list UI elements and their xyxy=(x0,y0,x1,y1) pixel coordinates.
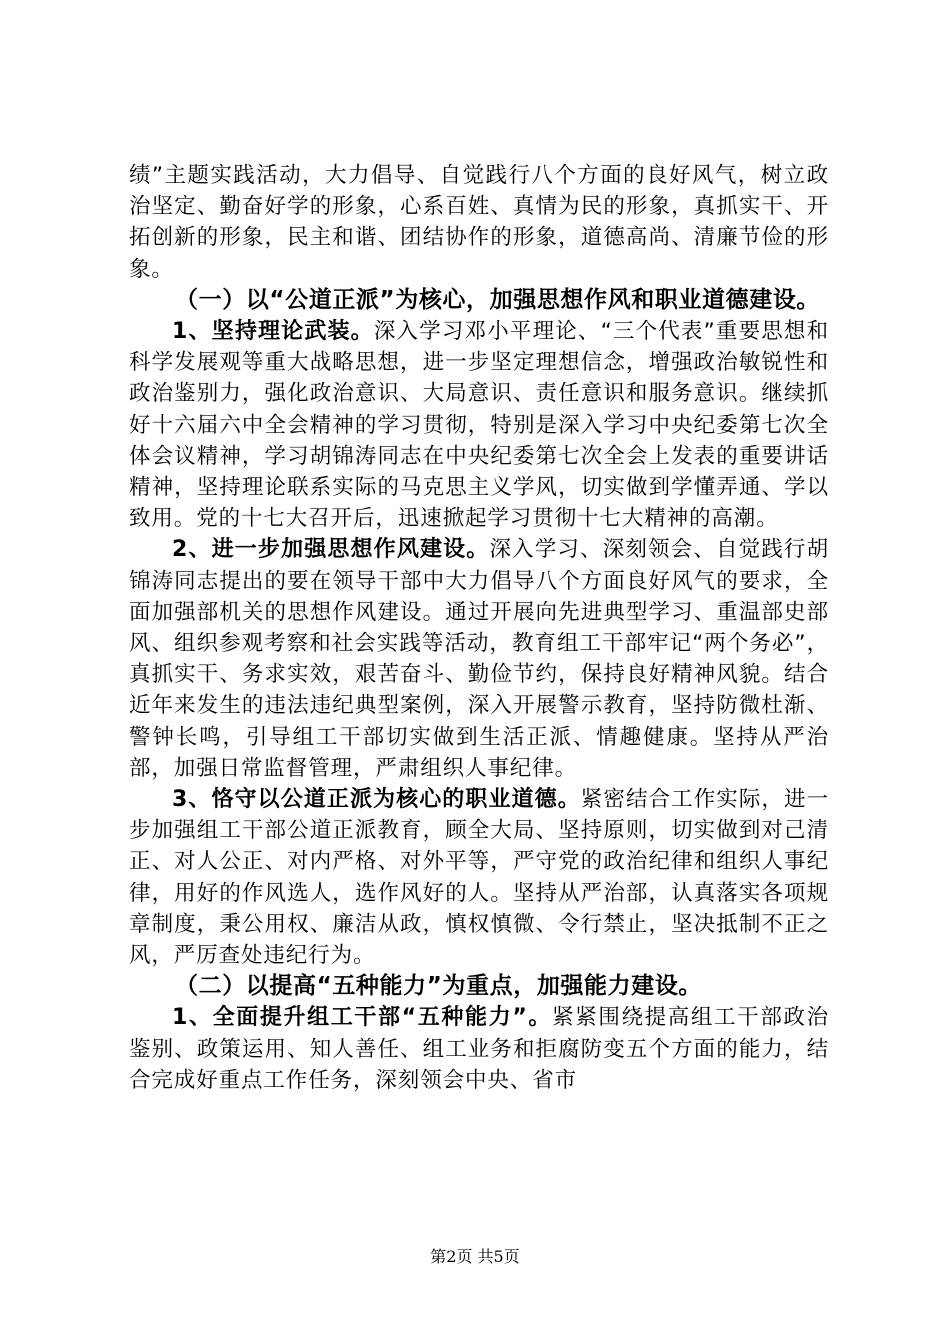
item-lead: 3、恪守以公道正派为核心的职业道德。 xyxy=(172,787,581,813)
paragraph-item-2 xyxy=(129,534,829,784)
paragraph-text: 深入学习、深刻领会、自觉践行胡锦涛同志提出的要在领导干部中大力倡导八个方面良好风气的要求，全面加强部机关的思想作风建设。通过开展向先进典型学习、重温部史部风、组织参观考察和社会实践等活动，教育组工干部牢记“两个务必”，真抓实干、务求实效，艰苦奋斗、勤俭节约，保持良好精神风貌。结合近年来发生的违法违纪典型案例，深入开展警示教育，坚持防微杜渐、警钟长鸣，引导组工干部切实做到生活正派、情趣健康。坚持从严治部，加强日常监督管理，严肃组织人事纪律。 xyxy=(129,537,829,781)
paragraph-text: 深入学习邓小平理论、“三个代表”重要思想和科学发展观等重大战略思想，进一步坚定理想信念，增强政治敏锐性和政治鉴别力，强化政治意识、大局意识、责任意识和服务意识。继续抓好十六届六中全会精神的学习贯彻，特别是深入学习中央纪委第七次全体会议精神，学习胡锦涛同志在中央纪委第七次全会上发表的重要讲话精神，坚持理论联系实际的马克思主义学风，切实做到学懂弄通、学以致用。党的十七大召开后，迅速掀起学习贯彻十七大精神的高潮。 xyxy=(129,319,829,532)
paragraph-item-4 xyxy=(129,1002,829,1096)
page-footer: 第2页 共5页 xyxy=(430,1247,520,1266)
paragraph-text: 绩”主题实践活动，大力倡导、自觉践行八个方面的良好风气，树立政治坚定、勤奋好学的形象，心系百姓、真情为民的形象，真抓实干、开拓创新的形象，民主和谐、团结协作的形象，道德高尚、清廉节俭的形象。 xyxy=(129,163,829,282)
item-lead: 2、进一步加强思想作风建设。 xyxy=(172,537,490,563)
item-lead: 1、全面提升组工干部“五种能力”。 xyxy=(172,1005,553,1031)
section-heading-1: （一）以“公道正派”为核心，加强思想作风和职业道德建设。 xyxy=(175,286,821,313)
paragraph-text: 紧紧围绕提高组工干部政治鉴别、政策运用、知人善任、组工业务和拒腐防变五个方面的能力，结合完成好重点工作任务，深刻领会中央、省市 xyxy=(129,1005,829,1093)
document-body xyxy=(129,160,829,1096)
paragraph-text: 紧密结合工作实际，进一步加强组工干部公道正派教育，顾全大局、坚持原则，切实做到对己清正、对人公正、对内严格、对外平等，严守党的政治纪律和组织人事纪律，用好的作风选人，选作风好的人。坚持从严治部，认真落实各项规章制度，秉公用权、廉洁从政，慎权慎微、令行禁止，坚决抵制不正之风，严厉查处违纪行为。 xyxy=(129,787,829,969)
item-lead: 1、坚持理论武装。 xyxy=(172,319,374,345)
paragraph-item-3 xyxy=(129,784,829,971)
paragraph-item-1 xyxy=(129,316,829,534)
section-heading-2: （二）以提高“五种能力”为重点，加强能力建设。 xyxy=(175,973,703,1000)
paragraph-continued xyxy=(129,160,829,285)
